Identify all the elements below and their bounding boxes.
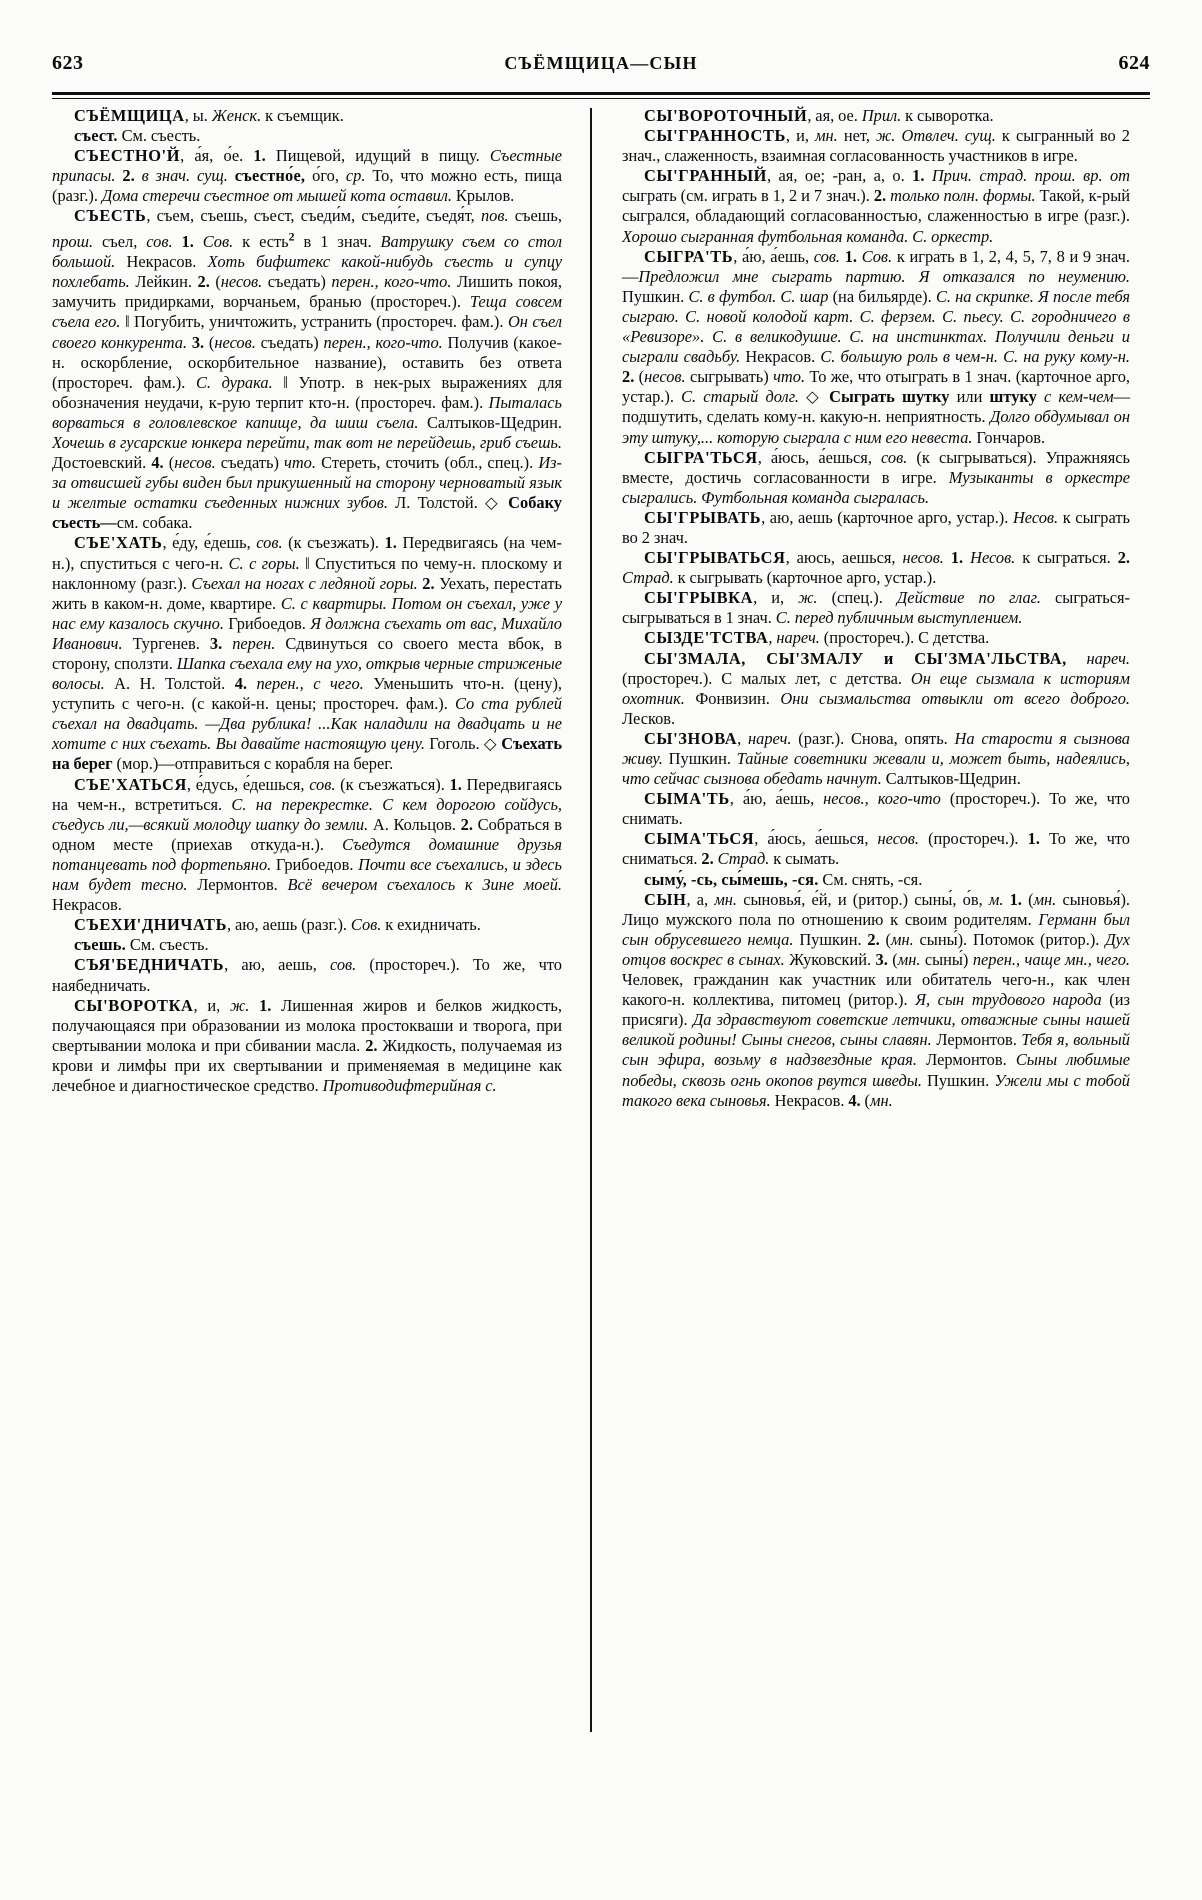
entry-body: , а́юсь, а́ешься, несов. (простореч.). 1. То же, что сниматься. 2. Страд. к сымать. — [622, 829, 1130, 869]
dictionary-entry — [622, 628, 1130, 648]
entry-headword: СЫЗДЕ'ТСТВА — [644, 628, 769, 648]
dictionary-entry — [622, 729, 1130, 789]
entry-body: , е́ду, е́дешь, сов. (к съезжать). 1. Передвигаясь (на чем-н.), спуститься с чего-н. С. с горы. ‖ Спуститься по чему-н. плоскому и наклонному (разг.). Съехал на ногах с ледяной горы. 2. Уехать, перестать жить в каком-н. доме, квартире. С. с квартиры. Потом он съехал, уже у нас ему казалось скучно. Грибоедов. Я должна съехать от вас, Михайло Иванович. Тургенев. 3. перен. Сдвинуться со своего места вбок, в сторону, сползти. Шапка съехала ему на ухо, открыв черные стриженые волосы. А. Н. Толстой. 4. перен., с чего. Уменьшить что-н. (цену), уступить с чего-н. (с какой-н. цены; простореч. фам.). Со ста рублей съехал на двадцать. —Два рублика! ...Как наладили на двадцать и не хотите с них съехать. Вы давайте настоящую цену. Гоголь. ◇ Съехать на берег (мор.)—отправиться с корабля на берег. — [52, 533, 563, 774]
entry-body: , а́я, о́е. 1. Пищевой, идущий в пищу. Съестные припасы. 2. в знач. сущ. съестно́е, о́го, ср. То, что можно есть, пища (разг.). Дома стеречи съестное от мышей кота оставил. Крылов. — [52, 146, 563, 206]
entry-body: , ая, ое; -ран, а, о. 1. Прич. страд. прош. вр. от сыграть (см. играть в 1, 2 и 7 знач.). 2. только полн. формы. Такой, к-рый сыгрался, обладающий согласованностью, слаженностью в игре (разг.). Хорошо сыгранная футбольная команда. С. оркестр. — [622, 166, 1130, 246]
entry-headword-variant: и СЫ'ЗМА'ЛЬСТВА, — [863, 648, 1067, 668]
entry-headword: СЫ'ГРЫВАТЬ — [644, 507, 762, 527]
entry-body: , съем, съешь, съест, съеди́м, съеди́те, съедя́т, пов. съешь, прош. съел, сов. 1. Сов. к есть$^2$ в 1 знач. Ватрушку съем со стол большой. Некрасов. Хоть бифштекс какой-нибудь съесть и супцу похлебать. Лейкин. 2. (несов. съедать) перен., кого-что. Лишить покоя, замучить придирками, ворчаньем, бранью (простореч.). Теща совсем съела его. ‖ Погубить, уничтожить, устранить (простореч. фам.). Он съел своего конкурента. 3. (несов. съедать) перен., кого-что. Получив (какое-н. оскорбление, оскорбительное название), оставить без ответа (простореч. фам.). С. дурака. ‖ Употр. в нек-рых выражениях для обозначения неудачи, к-рую терпит кто-н. (простореч. фам.). Пыталась ворваться в головлевское капище, да шиш съела. Салтыков-Щедрин. Хочешь в гусарские юнкера перейти, так вот не перейдешь, гриб съешь. Достоевский. 4. (несов. съедать) что. Стереть, сточить (обл., спец.). Из-за отвисшей губы виден был прикушенный на сторону черноватый язык и желтые остатки съеденных нижних зубов. Л. Толстой. ◇ Собаку съесть—см. собака. — [52, 206, 563, 533]
dictionary-entry — [622, 106, 1130, 126]
entry-headword: СЫН — [644, 889, 687, 909]
entry-headword: СЫ'ВОРОТОЧНЫЙ — [644, 106, 808, 125]
entry-headword: СЫ'ВОРОТКА — [74, 995, 194, 1015]
entry-headword: СЪЕ'ХАТЬСЯ — [74, 774, 187, 794]
entry-body: См. съесть. — [125, 935, 209, 955]
entry-headword: СЪЁМЩИЦА — [74, 106, 185, 125]
dictionary-entry — [622, 890, 1130, 1111]
running-head: СЪЁМЩИЦА—СЫН — [504, 53, 698, 73]
entry-body: , ы. Женск. к съемщик. — [184, 106, 344, 125]
dictionary-entry — [622, 789, 1130, 829]
entry-body: , нареч. (простореч.). С детства. — [768, 628, 990, 648]
header-rule-thin — [52, 98, 1150, 99]
dictionary-entry — [622, 829, 1130, 869]
entry-body: , ая, ое. Прил. к сыворотка. — [807, 106, 994, 125]
dictionary-entry — [52, 126, 562, 146]
header-rule-thick — [52, 92, 1150, 95]
entry-body: , е́дусь, е́дешься, сов. (к съезжаться). 1. Передвигаясь на чем-н., встретиться. С. на перекрестке. С кем дорогою сойдусь, съедусь ли,—всякий молодцу шапку до земли. А. Кольцов. 2. Собраться в одном месте (приехав откуда-н.). Съедутся домашние друзья потанцевать под фортепьяно. Грибоедов. Почти все съехались, и здесь нам будет тесно. Лермонтов. Всё вечером съехалось к Зине моей. Некрасов. — [52, 774, 563, 915]
entry-body: , нареч. (разг.). Снова, опять. На старости я сызнова живу. Пушкин. Тайные советники жевали и, может быть, надеялись, что сейчас сызнова обедать начнут. Салтыков-Щедрин. — [622, 728, 1130, 789]
entry-headword: СЪЕСТЬ — [74, 206, 147, 226]
entry-headword: СЫ'ГРЫВАТЬСЯ — [644, 548, 786, 568]
entry-body: , а́ю, а́ешь, сов. 1. Сов. к играть в 1, 2, 4, 5, 7, 8 и 9 знач.—Предложил мне сыграть партию. Я отказался по неумению. Пушкин. С. в футбол. С. шар (на бильярде). С. на скрипке. Я после тебя сыграю. С. новой колодой карт. С. ферзем. С. пьесу. С. городничего в «Ревизоре». С. в великодушие. С. на инстинктах. Получили деньги и сыграли свадьбу. Некрасов. С. большую роль в чем-н. С. на руку кому-н. 2. (несов. сыгрывать) что. То же, что отыграть в 1 знач. (карточное арго, устар.). С. старый долг. ◇ Сыграть шутку или штуку с кем-чем—подшутить, сделать кому-н. какую-н. неприятность. Долго обдумывал он эту штуку,... которую сыграла с ним его невеста. Гончаров. — [622, 246, 1131, 447]
entry-body: , а́юсь, а́ешься, сов. (к сыгрываться). Упражняясь вместе, достичь согласованности в игре. Музыканты в оркестре сыгрались. Футбольная команда сыгралась. — [622, 447, 1130, 507]
dictionary-entry — [622, 126, 1130, 166]
entry-headword: СЫ'ГРЫВКА — [644, 588, 754, 608]
entry-headword-reference: съест. — [74, 126, 118, 146]
entry-body: нареч. (простореч.). С малых лет, с детства. Он еще сызмала к историям охотник. Фонвизин. Они сызмальства отвыкли от всего доброго. Лесков. — [622, 648, 1130, 728]
entry-headword: СЫ'ЗМАЛА, СЫ'ЗМАЛУ — [644, 648, 864, 668]
entry-headword: СЫ'ГРАННЫЙ — [644, 166, 768, 186]
dictionary-entry — [622, 508, 1130, 548]
folio-left: 623 — [52, 52, 84, 74]
folio-right: 624 — [1118, 52, 1150, 74]
dictionary-entry — [52, 955, 562, 995]
dictionary-entry — [52, 206, 562, 533]
entry-body: , а́ю, а́ешь, несов., кого-что (простореч.). То же, что снимать. — [622, 789, 1130, 829]
entry-headword-reference: съешь. — [74, 935, 126, 955]
dictionary-entry — [622, 448, 1130, 508]
dictionary-entry — [622, 166, 1130, 246]
entry-headword-reference: сыму́, -сь, сы́мешь, -ся. — [644, 869, 819, 889]
dictionary-entry — [622, 870, 1130, 890]
entry-headword: СЫ'ЗНОВА — [644, 728, 738, 748]
entry-headword: СЫГРА'ТЬСЯ — [644, 447, 758, 467]
page-header — [52, 52, 1150, 86]
dictionary-entry — [52, 935, 562, 955]
dictionary-entry — [52, 106, 562, 126]
left-column — [52, 106, 580, 1846]
dictionary-entry — [622, 649, 1130, 729]
entry-body: См. съесть. — [117, 126, 201, 146]
dictionary-entry — [52, 915, 562, 935]
entry-body: См. снять, -ся. — [818, 869, 923, 889]
entry-body: , и, ж. (спец.). Действие по глаг. сыграться-сыгрываться в 1 знач. С. перед публичным выступлением. — [622, 588, 1130, 628]
entry-body: , аюсь, аешься, несов. 1. Несов. к сыграться. 2. Страд. к сыгрывать (карточное арго, устар.). — [622, 548, 1130, 588]
entry-headword: СЪЕСТНО'Й — [74, 146, 181, 166]
entry-body: , а, мн. сыновья́, е́й, и (ритор.) сыны́, о́в, м. 1. (мн. сыновья́). Лицо мужского пола по отношению к своим родителям. Германн был сын обрусевшего немца. Пушкин. 2. (мн. сыны́). Потомок (ритор.). Дух отцов воскрес в сынах. Жуковский. 3. (мн. сыны́) перен., чаще мн., чего. Человек, гражданин как участник или обитатель чего-н., как член какого-н. коллектива, питомец (ритор.). Я, сын трудового народа (из присяги). Да здравствуют советские летчики, отважные сыны нашей великой родины! Сыны снегов, сыны славян. Лермонтов. Тебя я, вольный сын эфира, возьму в надзвездные края. Лермонтов. Сыны любимые победы, сквозь огнь окопов рвутся шведы. Пушкин. Ужели мы с тобой такого века сыновья. Некрасов. 4. (мн. — [622, 889, 1131, 1110]
column-divider — [590, 108, 592, 1732]
entry-headword: СЪЯ'БЕДНИЧАТЬ — [74, 955, 225, 975]
dictionary-entry — [52, 146, 562, 206]
entry-headword: СЪЕХИ'ДНИЧАТЬ — [74, 915, 228, 935]
entry-body: , аю, аешь, сов. (простореч.). То же, что наябедничать. — [52, 955, 562, 995]
column-container — [52, 106, 1150, 1846]
entry-headword: СЫ'ГРАННОСТЬ — [644, 126, 786, 146]
dictionary-entry — [622, 247, 1130, 448]
entry-headword: СЪЕ'ХАТЬ — [74, 533, 163, 553]
entry-body: , аю, аешь (разг.). Сов. к ехидничать. — [227, 915, 481, 935]
dictionary-entry — [622, 548, 1130, 588]
right-column — [602, 106, 1130, 1846]
dictionary-entry — [52, 996, 562, 1096]
dictionary-entry — [622, 588, 1130, 628]
dictionary-entry — [52, 533, 562, 774]
entry-body: , аю, аешь (карточное арго, устар.). Несов. к сыграть во 2 знач. — [622, 507, 1130, 547]
entry-headword: СЫМА'ТЬ — [644, 789, 730, 809]
dictionary-entry — [52, 775, 562, 916]
entry-body: , и, мн. нет, ж. Отвлеч. сущ. к сыгранный во 2 знач., слаженность, взаимная согласованность участников в игре. — [622, 126, 1130, 166]
entry-headword: СЫГРА'ТЬ — [644, 246, 734, 266]
entry-headword: СЫМА'ТЬСЯ — [644, 829, 755, 849]
entry-body: , и, ж. 1. Лишенная жиров и белков жидкость, получающаяся при образовании из молока простокваши и творога, при свертывании молока и при сбивании масла. 2. Жидкость, получаемая из крови и лимфы при их свертывании и применяемая в медицине как лечебное и диагностическое средство. Противодифтерийная с. — [52, 995, 563, 1095]
